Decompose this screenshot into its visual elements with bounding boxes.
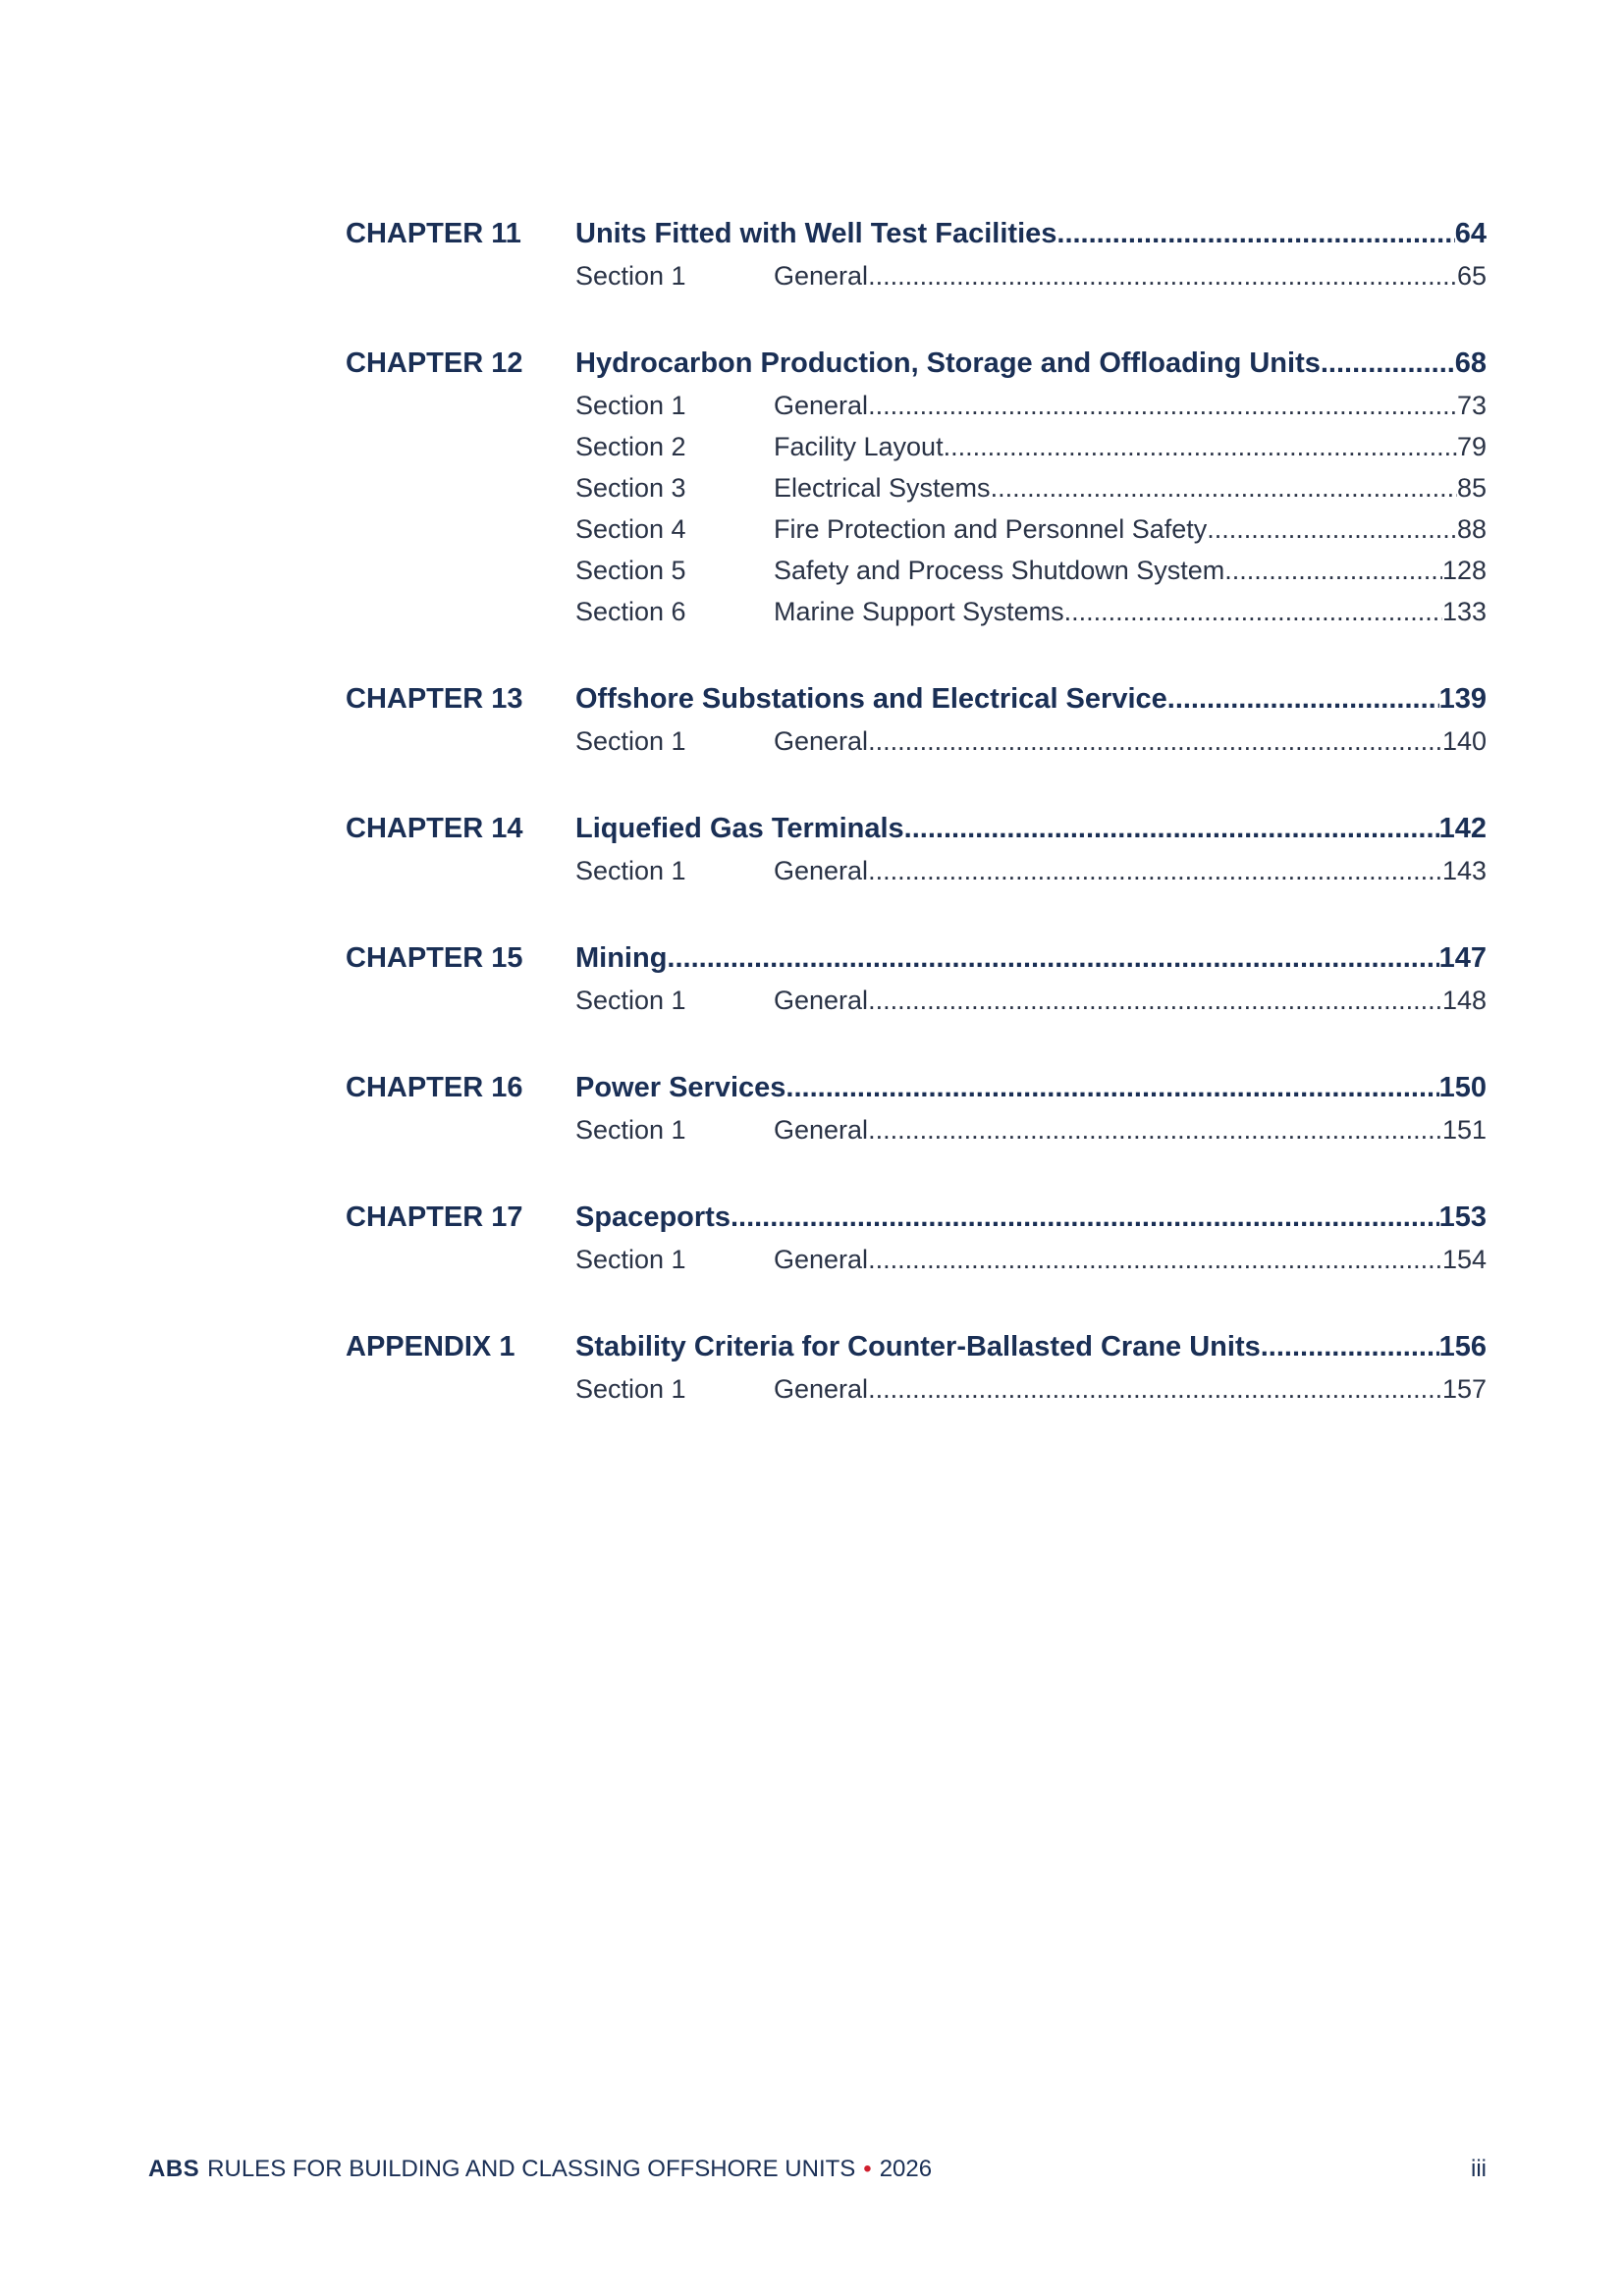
section-label: Section 1 — [575, 726, 686, 756]
toc-chapter — [346, 936, 1487, 1021]
section-title: Safety and Process Shutdown System — [774, 556, 1225, 585]
toc-chapter-entry[interactable] — [346, 1325, 1487, 1368]
section-title: General — [774, 856, 869, 885]
chapter-label: CHAPTER 16 — [346, 1072, 523, 1103]
section-page-number: 73 — [1456, 391, 1487, 420]
toc-section-entry[interactable] — [346, 426, 1487, 467]
chapter-page-number: 68 — [1454, 347, 1487, 379]
chapter-label: CHAPTER 17 — [346, 1201, 523, 1233]
dot-leader — [868, 1239, 1442, 1280]
dot-leader — [944, 426, 1457, 467]
toc-chapter-entry[interactable] — [346, 1066, 1487, 1109]
footer-bullet: • — [863, 2156, 872, 2182]
toc-chapter — [346, 1196, 1487, 1280]
toc-section-entry[interactable] — [346, 1368, 1487, 1410]
toc-section-entry[interactable] — [346, 508, 1487, 550]
toc-chapter-entry[interactable] — [346, 212, 1487, 255]
toc-section-entry[interactable] — [346, 550, 1487, 591]
chapter-label: CHAPTER 14 — [346, 813, 523, 844]
toc-chapter-entry[interactable] — [346, 807, 1487, 850]
toc-section-entry[interactable] — [346, 721, 1487, 762]
section-label: Section 2 — [575, 432, 686, 461]
section-title: General — [774, 391, 869, 420]
section-label: Section 1 — [575, 1115, 686, 1145]
section-title: General — [774, 1374, 869, 1404]
toc-chapter — [346, 807, 1487, 891]
section-title: Electrical Systems — [774, 473, 991, 503]
dot-leader — [868, 980, 1442, 1021]
section-title: Facility Layout — [774, 432, 944, 461]
chapter-page-number: 153 — [1438, 1201, 1487, 1233]
section-label: Section 6 — [575, 597, 686, 626]
dot-leader — [785, 1066, 1438, 1109]
section-label: Section 1 — [575, 1374, 686, 1404]
section-page-number: 88 — [1456, 514, 1487, 544]
chapter-label: CHAPTER 11 — [346, 218, 521, 249]
section-label: Section 1 — [575, 856, 686, 885]
footer-brand: ABS — [148, 2156, 200, 2182]
section-page-number: 65 — [1456, 261, 1487, 291]
toc-chapter-entry[interactable] — [346, 936, 1487, 980]
dot-leader — [1167, 677, 1439, 721]
chapter-label: CHAPTER 13 — [346, 683, 523, 715]
section-title: General — [774, 726, 869, 756]
dot-leader — [904, 807, 1439, 850]
dot-leader — [1261, 1325, 1439, 1368]
section-label: Section 1 — [575, 261, 686, 291]
section-title: Fire Protection and Personnel Safety — [774, 514, 1208, 544]
section-label: Section 5 — [575, 556, 686, 585]
section-page-number: 154 — [1441, 1245, 1487, 1274]
toc-chapter — [346, 1325, 1487, 1410]
chapter-title: Liquefied Gas Terminals — [575, 813, 904, 844]
chapter-page-number: 147 — [1438, 942, 1487, 974]
section-title: General — [774, 1245, 869, 1274]
dot-leader — [868, 1368, 1442, 1410]
chapter-page-number: 156 — [1438, 1331, 1487, 1362]
toc-section-entry[interactable] — [346, 980, 1487, 1021]
dot-leader — [1224, 550, 1442, 591]
toc-chapter — [346, 212, 1487, 296]
page-footer — [148, 2156, 1487, 2183]
toc-chapter — [346, 677, 1487, 762]
dot-leader — [667, 936, 1438, 980]
section-title: General — [774, 986, 869, 1015]
section-page-number: 85 — [1456, 473, 1487, 503]
section-page-number: 148 — [1441, 986, 1487, 1015]
toc-section-entry[interactable] — [346, 591, 1487, 632]
section-page-number: 143 — [1441, 856, 1487, 885]
dot-leader — [868, 385, 1457, 426]
table-of-contents — [346, 212, 1487, 1410]
chapter-page-number: 142 — [1438, 813, 1487, 844]
chapter-label: APPENDIX 1 — [346, 1331, 515, 1362]
toc-section-entry[interactable] — [346, 1239, 1487, 1280]
dot-leader — [1064, 591, 1442, 632]
section-label: Section 3 — [575, 473, 686, 503]
toc-chapter-entry[interactable] — [346, 1196, 1487, 1239]
chapter-label: CHAPTER 12 — [346, 347, 523, 379]
dot-leader — [1056, 212, 1454, 255]
dot-leader — [991, 467, 1457, 508]
footer-page-number: iii — [1471, 2156, 1487, 2182]
dot-leader — [868, 721, 1442, 762]
toc-section-entry[interactable] — [346, 467, 1487, 508]
chapter-page-number: 150 — [1438, 1072, 1487, 1103]
chapter-title: Offshore Substations and Electrical Service — [575, 683, 1167, 715]
toc-chapter — [346, 1066, 1487, 1150]
section-page-number: 140 — [1441, 726, 1487, 756]
chapter-title: Units Fitted with Well Test Facilities — [575, 218, 1057, 249]
dot-leader — [1207, 508, 1457, 550]
toc-section-entry[interactable] — [346, 385, 1487, 426]
section-title: General — [774, 1115, 869, 1145]
toc-chapter-entry[interactable] — [346, 677, 1487, 721]
toc-section-entry[interactable] — [346, 255, 1487, 296]
section-title: General — [774, 261, 869, 291]
footer-title: RULES FOR BUILDING AND CLASSING OFFSHORE UNITS — [207, 2156, 856, 2182]
section-page-number: 79 — [1456, 432, 1487, 461]
section-label: Section 4 — [575, 514, 686, 544]
section-label: Section 1 — [575, 391, 686, 420]
dot-leader — [868, 255, 1457, 296]
toc-chapter — [346, 342, 1487, 632]
chapter-title: Stability Criteria for Counter-Ballasted Crane Units — [575, 1331, 1261, 1362]
toc-section-entry[interactable] — [346, 850, 1487, 891]
dot-leader — [868, 850, 1442, 891]
chapter-title: Power Services — [575, 1072, 786, 1103]
section-page-number: 157 — [1441, 1374, 1487, 1404]
dot-leader — [868, 1109, 1442, 1150]
section-label: Section 1 — [575, 1245, 686, 1274]
section-title: Marine Support Systems — [774, 597, 1064, 626]
toc-chapter-entry[interactable] — [346, 342, 1487, 385]
section-page-number: 128 — [1441, 556, 1487, 585]
chapter-page-number: 64 — [1454, 218, 1487, 249]
section-page-number: 151 — [1441, 1115, 1487, 1145]
chapter-title: Spaceports — [575, 1201, 731, 1233]
dot-leader — [731, 1196, 1439, 1239]
chapter-label: CHAPTER 15 — [346, 942, 523, 974]
section-label: Section 1 — [575, 986, 686, 1015]
toc-section-entry[interactable] — [346, 1109, 1487, 1150]
chapter-page-number: 139 — [1438, 683, 1487, 715]
chapter-title: Mining — [575, 942, 668, 974]
footer-year: 2026 — [879, 2156, 933, 2182]
section-page-number: 133 — [1441, 597, 1487, 626]
chapter-title: Hydrocarbon Production, Storage and Offloading Units — [575, 347, 1321, 379]
dot-leader — [1321, 342, 1455, 385]
